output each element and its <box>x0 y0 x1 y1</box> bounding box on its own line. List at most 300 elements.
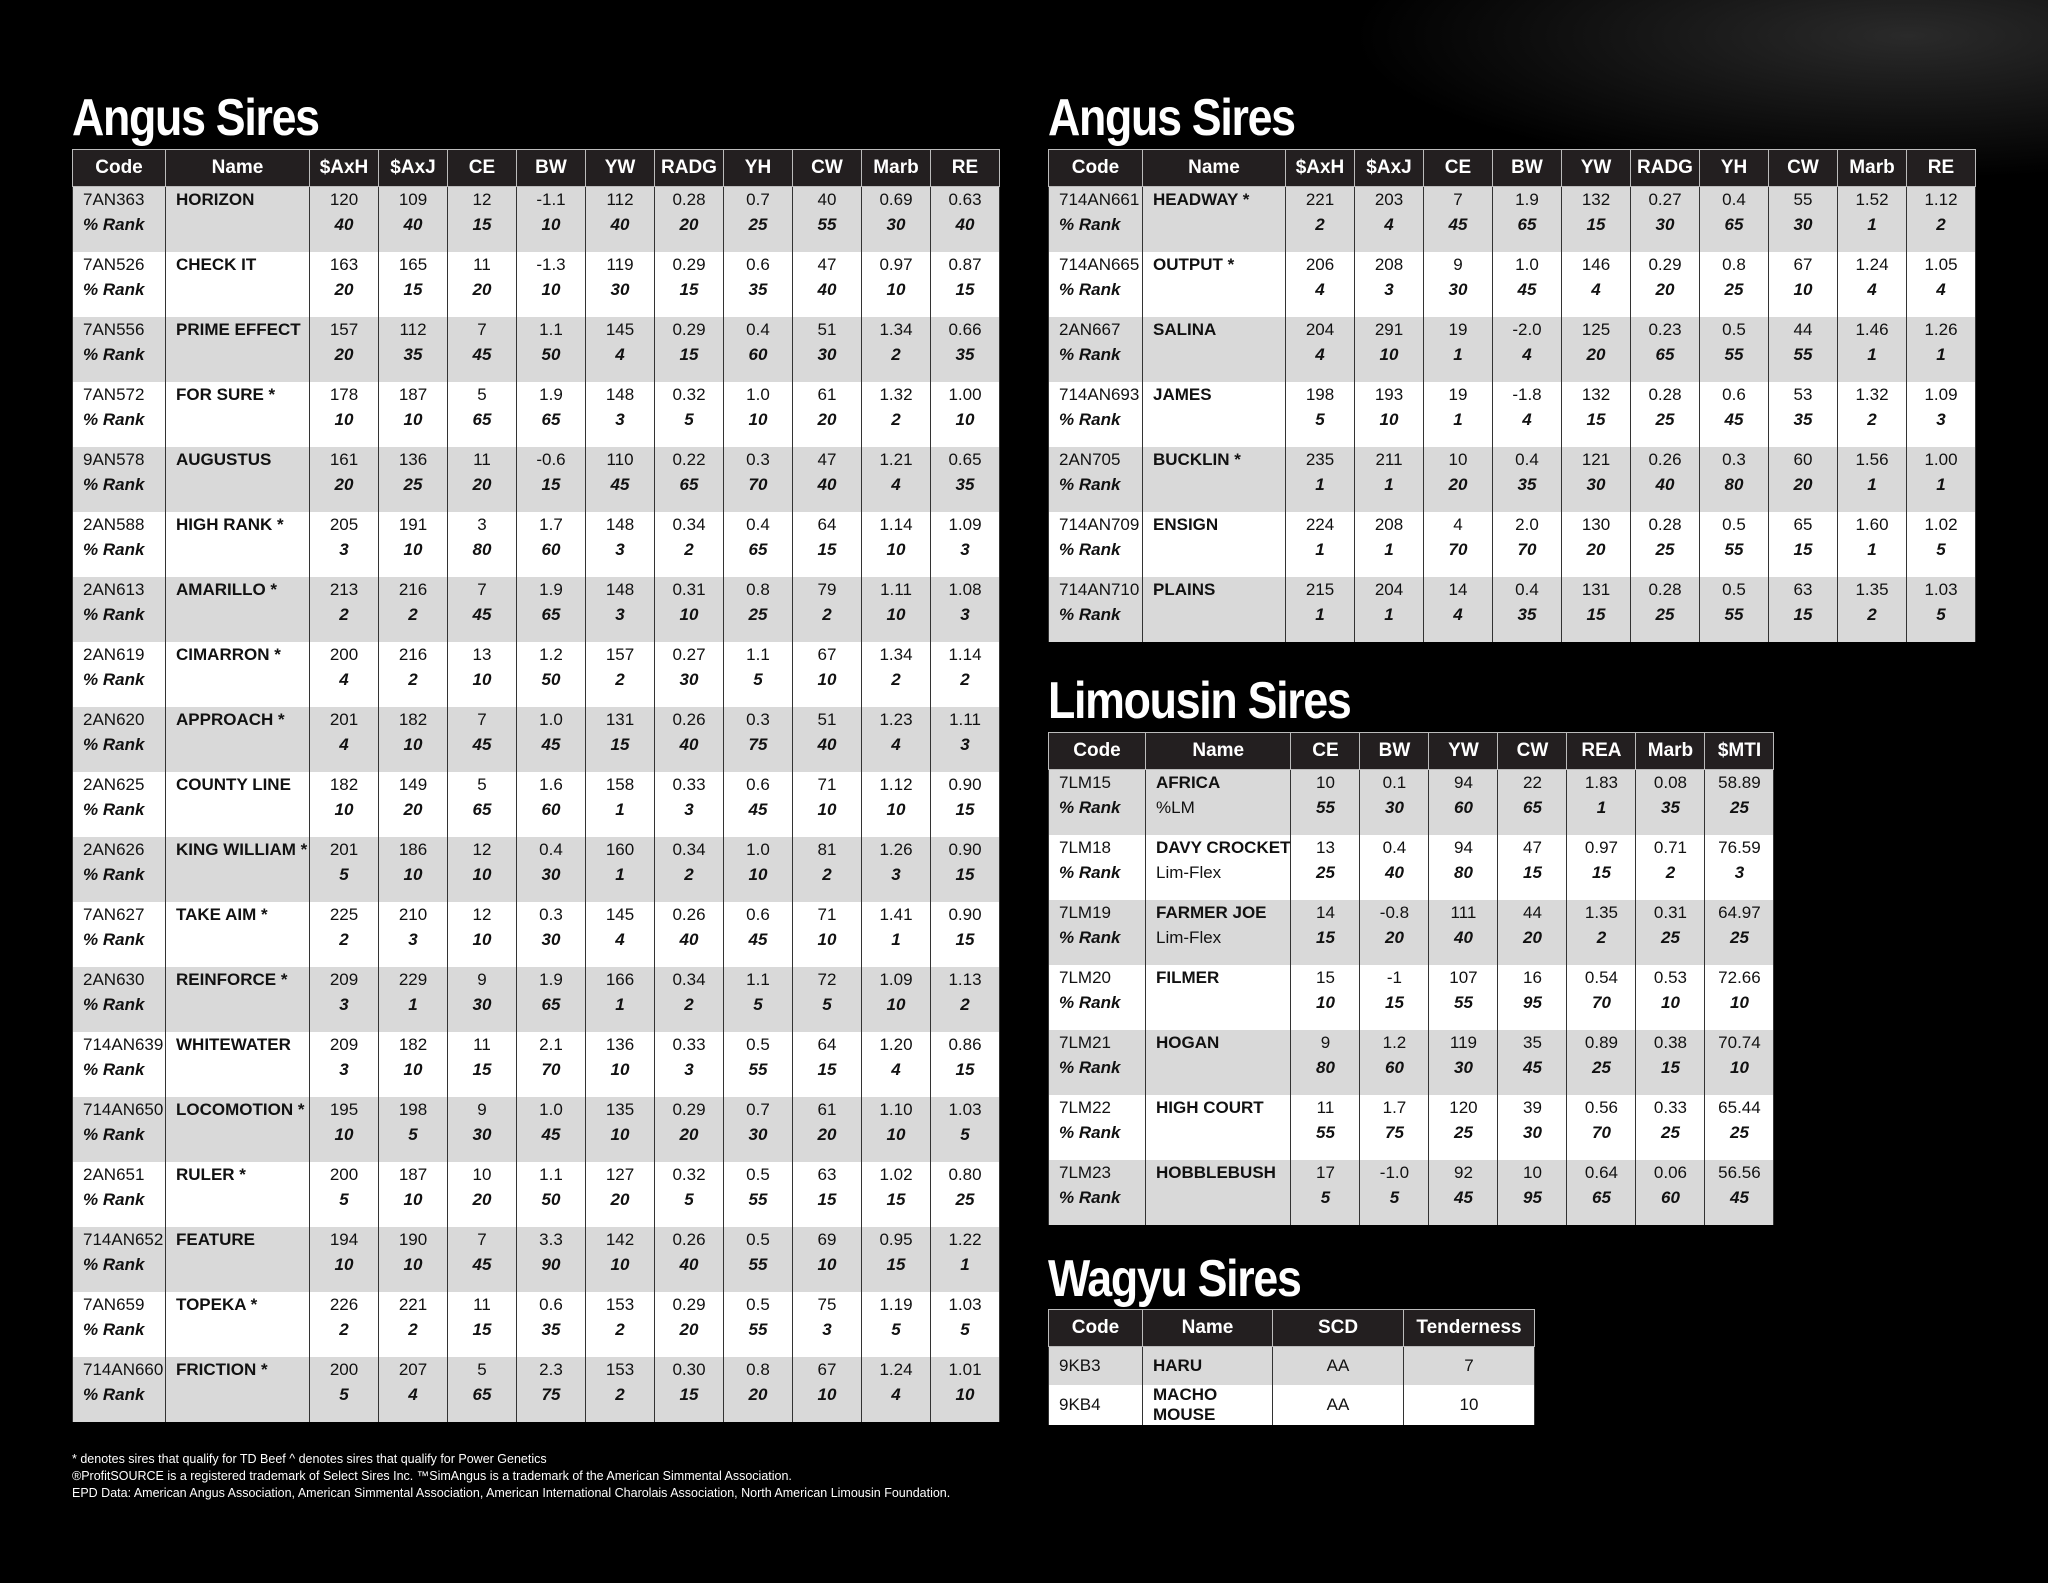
sire-name: REINFORCE * <box>176 969 288 989</box>
rank-label: % Rank <box>83 734 145 754</box>
epd-cell <box>1429 835 1498 900</box>
sire-breed <box>1156 1185 1290 1210</box>
epd-cell <box>1360 1160 1429 1225</box>
epd-rank: 30 <box>748 1124 768 1144</box>
epd-value: 161 <box>329 449 359 469</box>
epd-cell <box>379 642 448 707</box>
epd-value: 13 <box>472 644 492 664</box>
epd-cell <box>931 837 1000 902</box>
epd-rank: 80 <box>1453 862 1473 882</box>
epd-rank: 10 <box>403 734 423 754</box>
epd-rank: 35 <box>1660 798 1680 817</box>
epd-rank: 35 <box>1517 604 1537 624</box>
epd-value: 182 <box>329 774 359 794</box>
epd-rank: 10 <box>334 799 354 819</box>
epd-rank: 25 <box>748 604 768 624</box>
epd-value: 226 <box>329 1294 359 1314</box>
epd-cell <box>448 187 517 252</box>
epd-cell <box>1286 252 1355 317</box>
epd-rank: 25 <box>1315 862 1335 882</box>
epd-rank: 40 <box>817 734 837 754</box>
epd-cell <box>655 382 724 447</box>
epd-value: 0.26 <box>1648 449 1682 469</box>
epd-rank: 30 <box>886 215 906 234</box>
epd-rank: 65 <box>1517 215 1537 234</box>
epd-cell <box>1360 770 1429 835</box>
epd-value: 0.29 <box>672 1294 706 1314</box>
epd-value: 163 <box>329 254 359 274</box>
epd-rank: 60 <box>541 799 561 819</box>
epd-rank: 45 <box>610 474 630 494</box>
sire-code: 7LM18 <box>1059 837 1111 857</box>
epd-rank: 10 <box>403 1059 423 1079</box>
epd-rank: 1 <box>1867 344 1877 364</box>
epd-value: 148 <box>605 514 635 534</box>
epd-rank: 10 <box>1315 992 1335 1012</box>
epd-cell <box>379 187 448 252</box>
epd-value: 1.12 <box>879 774 913 794</box>
epd-cell <box>517 642 586 707</box>
rank-label: % Rank <box>1059 215 1121 234</box>
epd-cell <box>1429 770 1498 835</box>
epd-value: -1.1 <box>536 190 566 209</box>
epd-rank: 20 <box>334 474 354 494</box>
epd-rank: 10 <box>610 1059 630 1079</box>
table-row <box>1049 187 1976 252</box>
epd-cell <box>1907 447 1976 512</box>
epd-cell <box>655 317 724 382</box>
epd-cell <box>793 1032 862 1097</box>
epd-rank: 1 <box>1384 539 1394 559</box>
epd-rank: 3 <box>615 409 625 429</box>
epd-cell <box>448 642 517 707</box>
epd-cell <box>1498 1030 1567 1095</box>
epd-value: 130 <box>1581 514 1611 534</box>
epd-value: 158 <box>605 774 635 794</box>
table-row <box>1049 1160 1774 1225</box>
epd-value: 1.35 <box>1855 579 1889 599</box>
epd-value: 131 <box>1581 579 1611 599</box>
epd-value: -0.8 <box>1379 902 1410 922</box>
epd-value: 1.34 <box>879 319 913 339</box>
column-header: SCD <box>1273 1310 1404 1347</box>
epd-value: 216 <box>398 579 428 599</box>
epd-cell <box>1355 577 1424 642</box>
epd-cell <box>1424 512 1493 577</box>
epd-rank: 4 <box>1315 344 1325 364</box>
epd-value: 0.64 <box>1584 1162 1618 1182</box>
epd-rank: 3 <box>615 604 625 624</box>
epd-value: 120 <box>329 190 359 209</box>
column-header: Code <box>73 150 166 187</box>
epd-rank: 25 <box>1729 927 1749 947</box>
sire-code: 9AN578 <box>83 449 145 469</box>
epd-value: 195 <box>329 1099 359 1119</box>
epd-value: 15 <box>1315 967 1335 987</box>
epd-value: 94 <box>1453 837 1473 857</box>
epd-cell <box>1636 1160 1705 1225</box>
table-row <box>1049 1385 1535 1425</box>
epd-rank: 2 <box>684 994 694 1014</box>
epd-value: 200 <box>329 1164 359 1184</box>
epd-value: 72 <box>817 969 837 989</box>
epd-value: 1.00 <box>1924 449 1958 469</box>
epd-cell <box>793 837 862 902</box>
epd-rank: 15 <box>679 1384 699 1404</box>
epd-value: 13 <box>1315 837 1335 857</box>
epd-rank: 25 <box>1660 1122 1680 1142</box>
code-cell <box>73 317 166 382</box>
epd-rank: 15 <box>679 344 699 364</box>
epd-cell <box>517 1227 586 1292</box>
epd-rank: 55 <box>1453 992 1473 1012</box>
epd-cell <box>586 837 655 902</box>
epd-value: 0.89 <box>1584 1032 1618 1052</box>
sire-name: HARU <box>1143 1347 1273 1385</box>
sire-name: OUTPUT * <box>1153 254 1235 274</box>
epd-value: 64.97 <box>1718 902 1761 922</box>
epd-rank: 25 <box>1655 604 1675 624</box>
epd-rank: 10 <box>748 864 768 884</box>
epd-rank: 3 <box>339 994 349 1014</box>
epd-rank: 40 <box>1655 474 1675 494</box>
epd-value: 19 <box>1448 384 1468 404</box>
epd-cell <box>1567 965 1636 1030</box>
epd-value: 1.0 <box>746 384 770 404</box>
epd-cell <box>310 1032 379 1097</box>
sire-name: SALINA <box>1153 319 1217 339</box>
sire-code: 714AN693 <box>1059 384 1140 404</box>
epd-value: 0.54 <box>1584 967 1618 987</box>
sire-name: WHITEWATER <box>176 1034 291 1054</box>
epd-value: 235 <box>1305 449 1335 469</box>
epd-value: 107 <box>1449 967 1478 987</box>
epd-cell <box>1567 770 1636 835</box>
epd-rank: 25 <box>403 474 423 494</box>
epd-cell <box>1907 317 1976 382</box>
epd-rank: 40 <box>817 474 837 494</box>
epd-rank: 95 <box>1522 1187 1542 1207</box>
epd-value: 1.9 <box>539 384 563 404</box>
rank-label: % Rank <box>83 1124 145 1144</box>
epd-value: 190 <box>398 1229 428 1249</box>
epd-value: 7 <box>1453 190 1463 209</box>
epd-rank: 30 <box>679 669 699 689</box>
epd-value: 47 <box>817 449 837 469</box>
epd-rank: 4 <box>408 1384 418 1404</box>
epd-cell <box>1838 317 1907 382</box>
epd-rank: 2 <box>684 539 694 559</box>
epd-value: 7 <box>477 1229 487 1249</box>
epd-rank: 55 <box>1724 604 1744 624</box>
epd-rank: 3 <box>822 1319 832 1339</box>
epd-value: 0.80 <box>948 1164 982 1184</box>
epd-rank: 15 <box>817 1059 837 1079</box>
epd-rank: 20 <box>1586 344 1606 364</box>
epd-rank: 2 <box>1936 215 1946 234</box>
epd-rank: 10 <box>886 994 906 1014</box>
column-header: YH <box>724 150 793 187</box>
epd-value: 0.5 <box>746 1294 770 1314</box>
epd-value: 0.34 <box>672 839 706 859</box>
epd-value: 47 <box>817 254 837 274</box>
name-cell <box>1146 770 1291 835</box>
table-row <box>1049 252 1976 317</box>
spacer <box>176 212 309 237</box>
epd-value: 0.95 <box>879 1229 913 1249</box>
epd-value: 136 <box>605 1034 635 1054</box>
sire-name: HEADWAY * <box>1153 190 1250 209</box>
epd-rank: 10 <box>472 864 492 884</box>
sire-code: 2AN630 <box>83 969 145 989</box>
epd-value: 1.9 <box>539 969 563 989</box>
epd-rank: 1 <box>1867 539 1877 559</box>
epd-cell <box>448 382 517 447</box>
epd-cell <box>1907 252 1976 317</box>
epd-cell <box>1424 252 1493 317</box>
sire-code: 7LM21 <box>1059 1032 1111 1052</box>
epd-rank: 65 <box>472 1384 492 1404</box>
epd-value: 19 <box>1448 319 1468 339</box>
epd-value: 51 <box>817 319 837 339</box>
column-header: Marb <box>862 150 931 187</box>
epd-value: 5 <box>477 384 487 404</box>
epd-value: 1.11 <box>949 709 981 729</box>
sire-name: HIGH RANK * <box>176 514 284 534</box>
epd-rank: 40 <box>817 279 837 299</box>
epd-value: 92 <box>1453 1162 1473 1182</box>
angus-right-table <box>1048 149 1976 642</box>
epd-rank: 10 <box>403 539 423 559</box>
epd-rank: 20 <box>610 1189 630 1209</box>
epd-cell <box>448 1162 517 1227</box>
epd-cell <box>1907 577 1976 642</box>
epd-rank: 5 <box>891 1319 901 1339</box>
epd-cell <box>655 447 724 512</box>
epd-value: 198 <box>1305 384 1335 404</box>
epd-value: 1.23 <box>879 709 913 729</box>
epd-cell <box>862 577 931 642</box>
epd-value: 0.08 <box>1653 773 1687 792</box>
epd-rank: 10 <box>541 279 561 299</box>
epd-rank: 10 <box>610 1254 630 1274</box>
epd-value: 71 <box>817 774 837 794</box>
epd-rank: 10 <box>817 669 837 689</box>
epd-cell <box>1291 1030 1360 1095</box>
column-header: YW <box>586 150 655 187</box>
epd-value: 1.1 <box>539 319 563 339</box>
epd-value: 0.4 <box>1515 449 1539 469</box>
epd-rank: 1 <box>1936 344 1946 364</box>
rank-label: % Rank <box>83 344 145 364</box>
epd-rank: 3 <box>615 539 625 559</box>
epd-cell <box>793 1357 862 1422</box>
epd-cell <box>1700 382 1769 447</box>
table-row <box>73 642 1000 707</box>
sire-breed <box>1156 1120 1290 1145</box>
epd-rank: 10 <box>1379 409 1399 429</box>
table-row <box>73 252 1000 317</box>
epd-value: 200 <box>329 644 359 664</box>
footnote-epd-data: EPD Data: American Angus Association, American Simmental Association, American International Charolais Association, North American Limousin Foundation. <box>72 1486 951 1500</box>
epd-cell <box>655 902 724 967</box>
epd-cell <box>586 1292 655 1357</box>
epd-rank: 10 <box>817 799 837 819</box>
epd-cell <box>586 252 655 317</box>
epd-cell <box>379 512 448 577</box>
epd-rank: 5 <box>753 994 763 1014</box>
epd-value: 131 <box>605 709 635 729</box>
epd-rank: 20 <box>403 799 423 819</box>
rank-label: % Rank <box>1059 927 1121 947</box>
epd-rank: 80 <box>1724 474 1744 494</box>
epd-rank: 60 <box>1453 798 1473 817</box>
sire-code: 2AN613 <box>83 579 145 599</box>
epd-cell <box>931 707 1000 772</box>
epd-rank: 2 <box>822 864 832 884</box>
epd-cell <box>1291 1160 1360 1225</box>
sire-name: CIMARRON * <box>176 644 281 664</box>
epd-value: 153 <box>605 1294 635 1314</box>
epd-rank: 15 <box>1586 604 1606 624</box>
epd-cell <box>724 447 793 512</box>
epd-value: 1.26 <box>879 839 913 859</box>
column-header: Code <box>1049 733 1146 770</box>
epd-rank: 15 <box>679 279 699 299</box>
sire-code: 7AN627 <box>83 904 145 924</box>
epd-cell <box>1562 447 1631 512</box>
epd-value: 1.02 <box>879 1164 913 1184</box>
epd-rank: 2 <box>960 994 970 1014</box>
column-header: CW <box>1769 150 1838 187</box>
epd-value: 1.09 <box>1924 384 1958 404</box>
epd-cell <box>1562 382 1631 447</box>
epd-cell <box>448 252 517 317</box>
epd-cell <box>655 967 724 1032</box>
code-cell <box>1049 252 1143 317</box>
epd-rank: 40 <box>610 215 630 234</box>
epd-cell <box>310 317 379 382</box>
epd-value: 0.6 <box>746 254 770 274</box>
epd-value: 2.3 <box>539 1359 563 1379</box>
epd-cell <box>517 577 586 642</box>
tenderness-value: 10 <box>1404 1385 1535 1425</box>
name-cell <box>166 447 310 512</box>
code-cell <box>73 837 166 902</box>
epd-value: 1.09 <box>879 969 913 989</box>
epd-rank: 35 <box>403 344 423 364</box>
epd-value: 0.33 <box>1653 1097 1687 1117</box>
column-header: YW <box>1562 150 1631 187</box>
epd-rank: 20 <box>1655 279 1675 299</box>
sire-code: 714AN710 <box>1059 579 1140 599</box>
epd-cell <box>862 1227 931 1292</box>
epd-value: 1.03 <box>948 1294 982 1314</box>
epd-rank: 1 <box>1867 215 1877 234</box>
epd-value: 0.8 <box>746 1359 770 1379</box>
epd-cell <box>862 772 931 837</box>
code-cell <box>1049 187 1143 252</box>
epd-cell <box>517 1292 586 1357</box>
epd-cell <box>448 707 517 772</box>
spacer <box>176 1252 309 1277</box>
epd-rank: 10 <box>886 539 906 559</box>
epd-rank: 15 <box>1660 1057 1680 1077</box>
epd-rank: 45 <box>1453 1187 1473 1207</box>
epd-rank: 20 <box>679 215 699 234</box>
epd-cell <box>931 512 1000 577</box>
epd-rank: 15 <box>1793 604 1813 624</box>
name-cell <box>1146 965 1291 1030</box>
code-cell <box>1049 1095 1146 1160</box>
epd-value: 160 <box>605 839 635 859</box>
epd-rank: 95 <box>1522 992 1542 1012</box>
epd-rank: 65 <box>1655 344 1675 364</box>
epd-rank: 30 <box>1384 798 1404 817</box>
epd-rank: 10 <box>817 1254 837 1274</box>
epd-value: 12 <box>472 839 492 859</box>
epd-value: 58.89 <box>1718 773 1761 792</box>
epd-cell <box>448 967 517 1032</box>
epd-value: 40 <box>817 190 837 209</box>
epd-value: -1 <box>1386 967 1403 987</box>
epd-rank: 70 <box>748 474 768 494</box>
epd-cell <box>1498 770 1567 835</box>
spacer <box>176 927 309 952</box>
column-header: $AxJ <box>1355 150 1424 187</box>
epd-cell <box>1567 1160 1636 1225</box>
rank-label: % Rank <box>83 215 145 234</box>
epd-value: 0.30 <box>672 1359 706 1379</box>
epd-value: 12 <box>472 904 492 924</box>
epd-value: 0.5 <box>746 1034 770 1054</box>
epd-rank: 4 <box>615 929 625 949</box>
epd-rank: 4 <box>1453 604 1463 624</box>
sire-name: AFRICA <box>1156 773 1221 792</box>
epd-value: 11 <box>473 1034 491 1054</box>
rank-label: % Rank <box>83 409 145 429</box>
epd-value: 11 <box>1316 1097 1335 1117</box>
table-row <box>1049 512 1976 577</box>
epd-value: 1.60 <box>1855 514 1889 534</box>
epd-value: 157 <box>329 319 359 339</box>
epd-rank: 20 <box>679 1124 699 1144</box>
name-cell <box>1146 900 1291 965</box>
spacer <box>1153 212 1285 237</box>
epd-rank: 20 <box>1384 927 1404 947</box>
epd-value: 193 <box>1374 384 1404 404</box>
epd-value: 64 <box>817 1034 837 1054</box>
column-header: Name <box>166 150 310 187</box>
epd-value: 1.7 <box>1382 1097 1407 1117</box>
epd-cell <box>517 902 586 967</box>
table-row <box>1049 835 1774 900</box>
sire-code: 2AN705 <box>1059 449 1121 469</box>
column-header: CW <box>793 150 862 187</box>
sire-name: TAKE AIM * <box>176 904 268 924</box>
epd-value: 65 <box>1793 514 1813 534</box>
epd-cell <box>1493 187 1562 252</box>
epd-rank: 10 <box>886 799 906 819</box>
epd-rank: 15 <box>472 1319 492 1339</box>
epd-value: 1.08 <box>948 579 982 599</box>
rank-label: % Rank <box>1059 1122 1121 1142</box>
epd-value: 1.0 <box>539 709 563 729</box>
epd-value: 109 <box>398 190 428 209</box>
column-header: RE <box>1907 150 1976 187</box>
epd-value: 0.71 <box>1653 837 1687 857</box>
table-row <box>1049 1095 1774 1160</box>
